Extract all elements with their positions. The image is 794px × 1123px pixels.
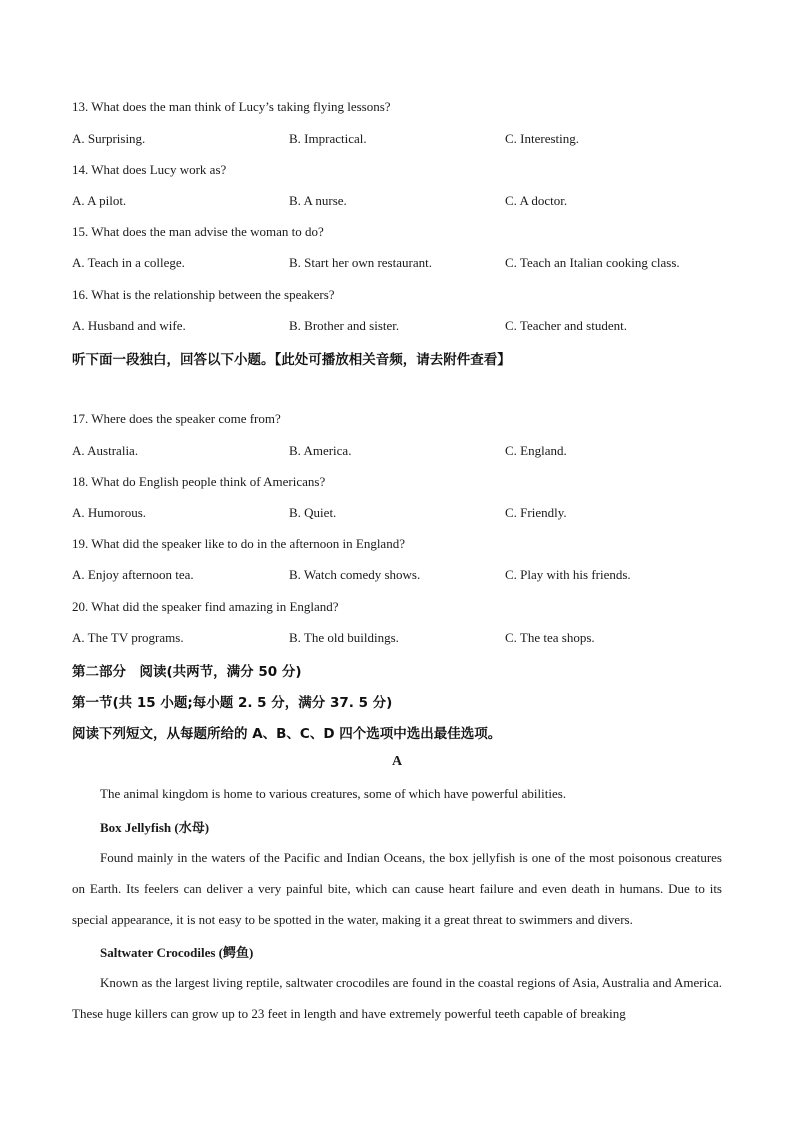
passage-intro: The animal kingdom is home to various creatures, some of which have powerful abilities. (100, 786, 567, 801)
question-14-option-b: B. A nurse. (289, 193, 347, 208)
question-17-option-c: C. England. (505, 443, 567, 458)
question-13-option-a: A. Surprising. (72, 131, 146, 146)
question-19-stem: 19. What did the speaker like to do in the afternoon in England? (72, 536, 405, 551)
part-two-title: 第二部分 阅读(共两节，满分 50 分) (72, 664, 302, 680)
reading-instruction: 阅读下列短文，从每题所给的 A、B、C、D 四个选项中选出最佳选项。 (72, 726, 502, 742)
question-13-option-b: B. Impractical. (289, 131, 367, 146)
question-15-option-a: A. Teach in a college. (72, 255, 185, 270)
question-14-option-c: C. A doctor. (505, 193, 568, 208)
question-18-stem: 18. What do English people think of Americans? (72, 474, 326, 489)
question-20-option-c: C. The tea shops. (505, 630, 595, 645)
question-14-stem: 14. What does Lucy work as? (72, 162, 227, 177)
question-15-option-c: C. Teach an Italian cooking class. (505, 255, 680, 270)
question-15-option-b: B. Start her own restaurant. (289, 255, 432, 270)
question-19-option-c: C. Play with his friends. (505, 567, 631, 582)
question-18-option-c: C. Friendly. (505, 505, 567, 520)
passage-label: A (391, 754, 403, 769)
box-jellyfish-text: Found mainly in the waters of the Pacific and Indian Oceans, the box jellyfish is one of the most poisonous creatures on Earth. Its feelers can deliver a very painful bite, which can cause heart failure and even death in humans. Due to its special appearance, it is not easy to be spotted in the water, making it a great threat to swimmers and divers. (72, 850, 722, 927)
question-17-option-a: A. Australia. (72, 443, 139, 458)
question-20-option-b: B. The old buildings. (289, 630, 399, 645)
question-19-option-b: B. Watch comedy shows. (289, 567, 421, 582)
question-16-option-b: B. Brother and sister. (289, 318, 400, 333)
question-14-option-a: A. A pilot. (72, 193, 127, 208)
question-13-stem: 13. What does the man think of Lucy’s taking flying lessons? (72, 99, 391, 114)
question-19-option-a: A. Enjoy afternoon tea. (72, 567, 194, 582)
box-jellyfish-paragraph (72, 842, 722, 935)
question-16-option-a: A. Husband and wife. (72, 318, 186, 333)
question-18-option-b: B. Quiet. (289, 505, 337, 520)
question-20-option-a: A. The TV programs. (72, 630, 184, 645)
box-jellyfish-heading: Box Jellyfish (水母) (100, 820, 210, 835)
question-13-option-c: C. Interesting. (505, 131, 580, 146)
crocodile-paragraph (72, 967, 722, 1029)
question-15-stem: 15. What does the man advise the woman to do? (72, 224, 324, 239)
question-16-stem: 16. What is the relationship between the speakers? (72, 287, 335, 302)
crocodile-heading: Saltwater Crocodiles (鳄鱼) (100, 945, 254, 960)
question-17-stem: 17. Where does the speaker come from? (72, 411, 281, 426)
question-16-option-c: C. Teacher and student. (505, 318, 627, 333)
question-20-stem: 20. What did the speaker find amazing in England? (72, 599, 339, 614)
question-18-option-a: A. Humorous. (72, 505, 147, 520)
audio-instruction: 听下面一段独白，回答以下小题。【此处可播放相关音频，请去附件查看】 (72, 352, 511, 368)
crocodile-text: Known as the largest living reptile, saltwater crocodiles are found in the coastal regions of Asia, Australia and America. These huge killers can grow up to 23 feet in length and have extremely powerful teeth capable of breaking (72, 975, 722, 1021)
question-17-option-b: B. America. (289, 443, 352, 458)
section-one-title: 第一节(共 15 小题;每小题 2. 5 分，满分 37. 5 分) (72, 695, 393, 711)
